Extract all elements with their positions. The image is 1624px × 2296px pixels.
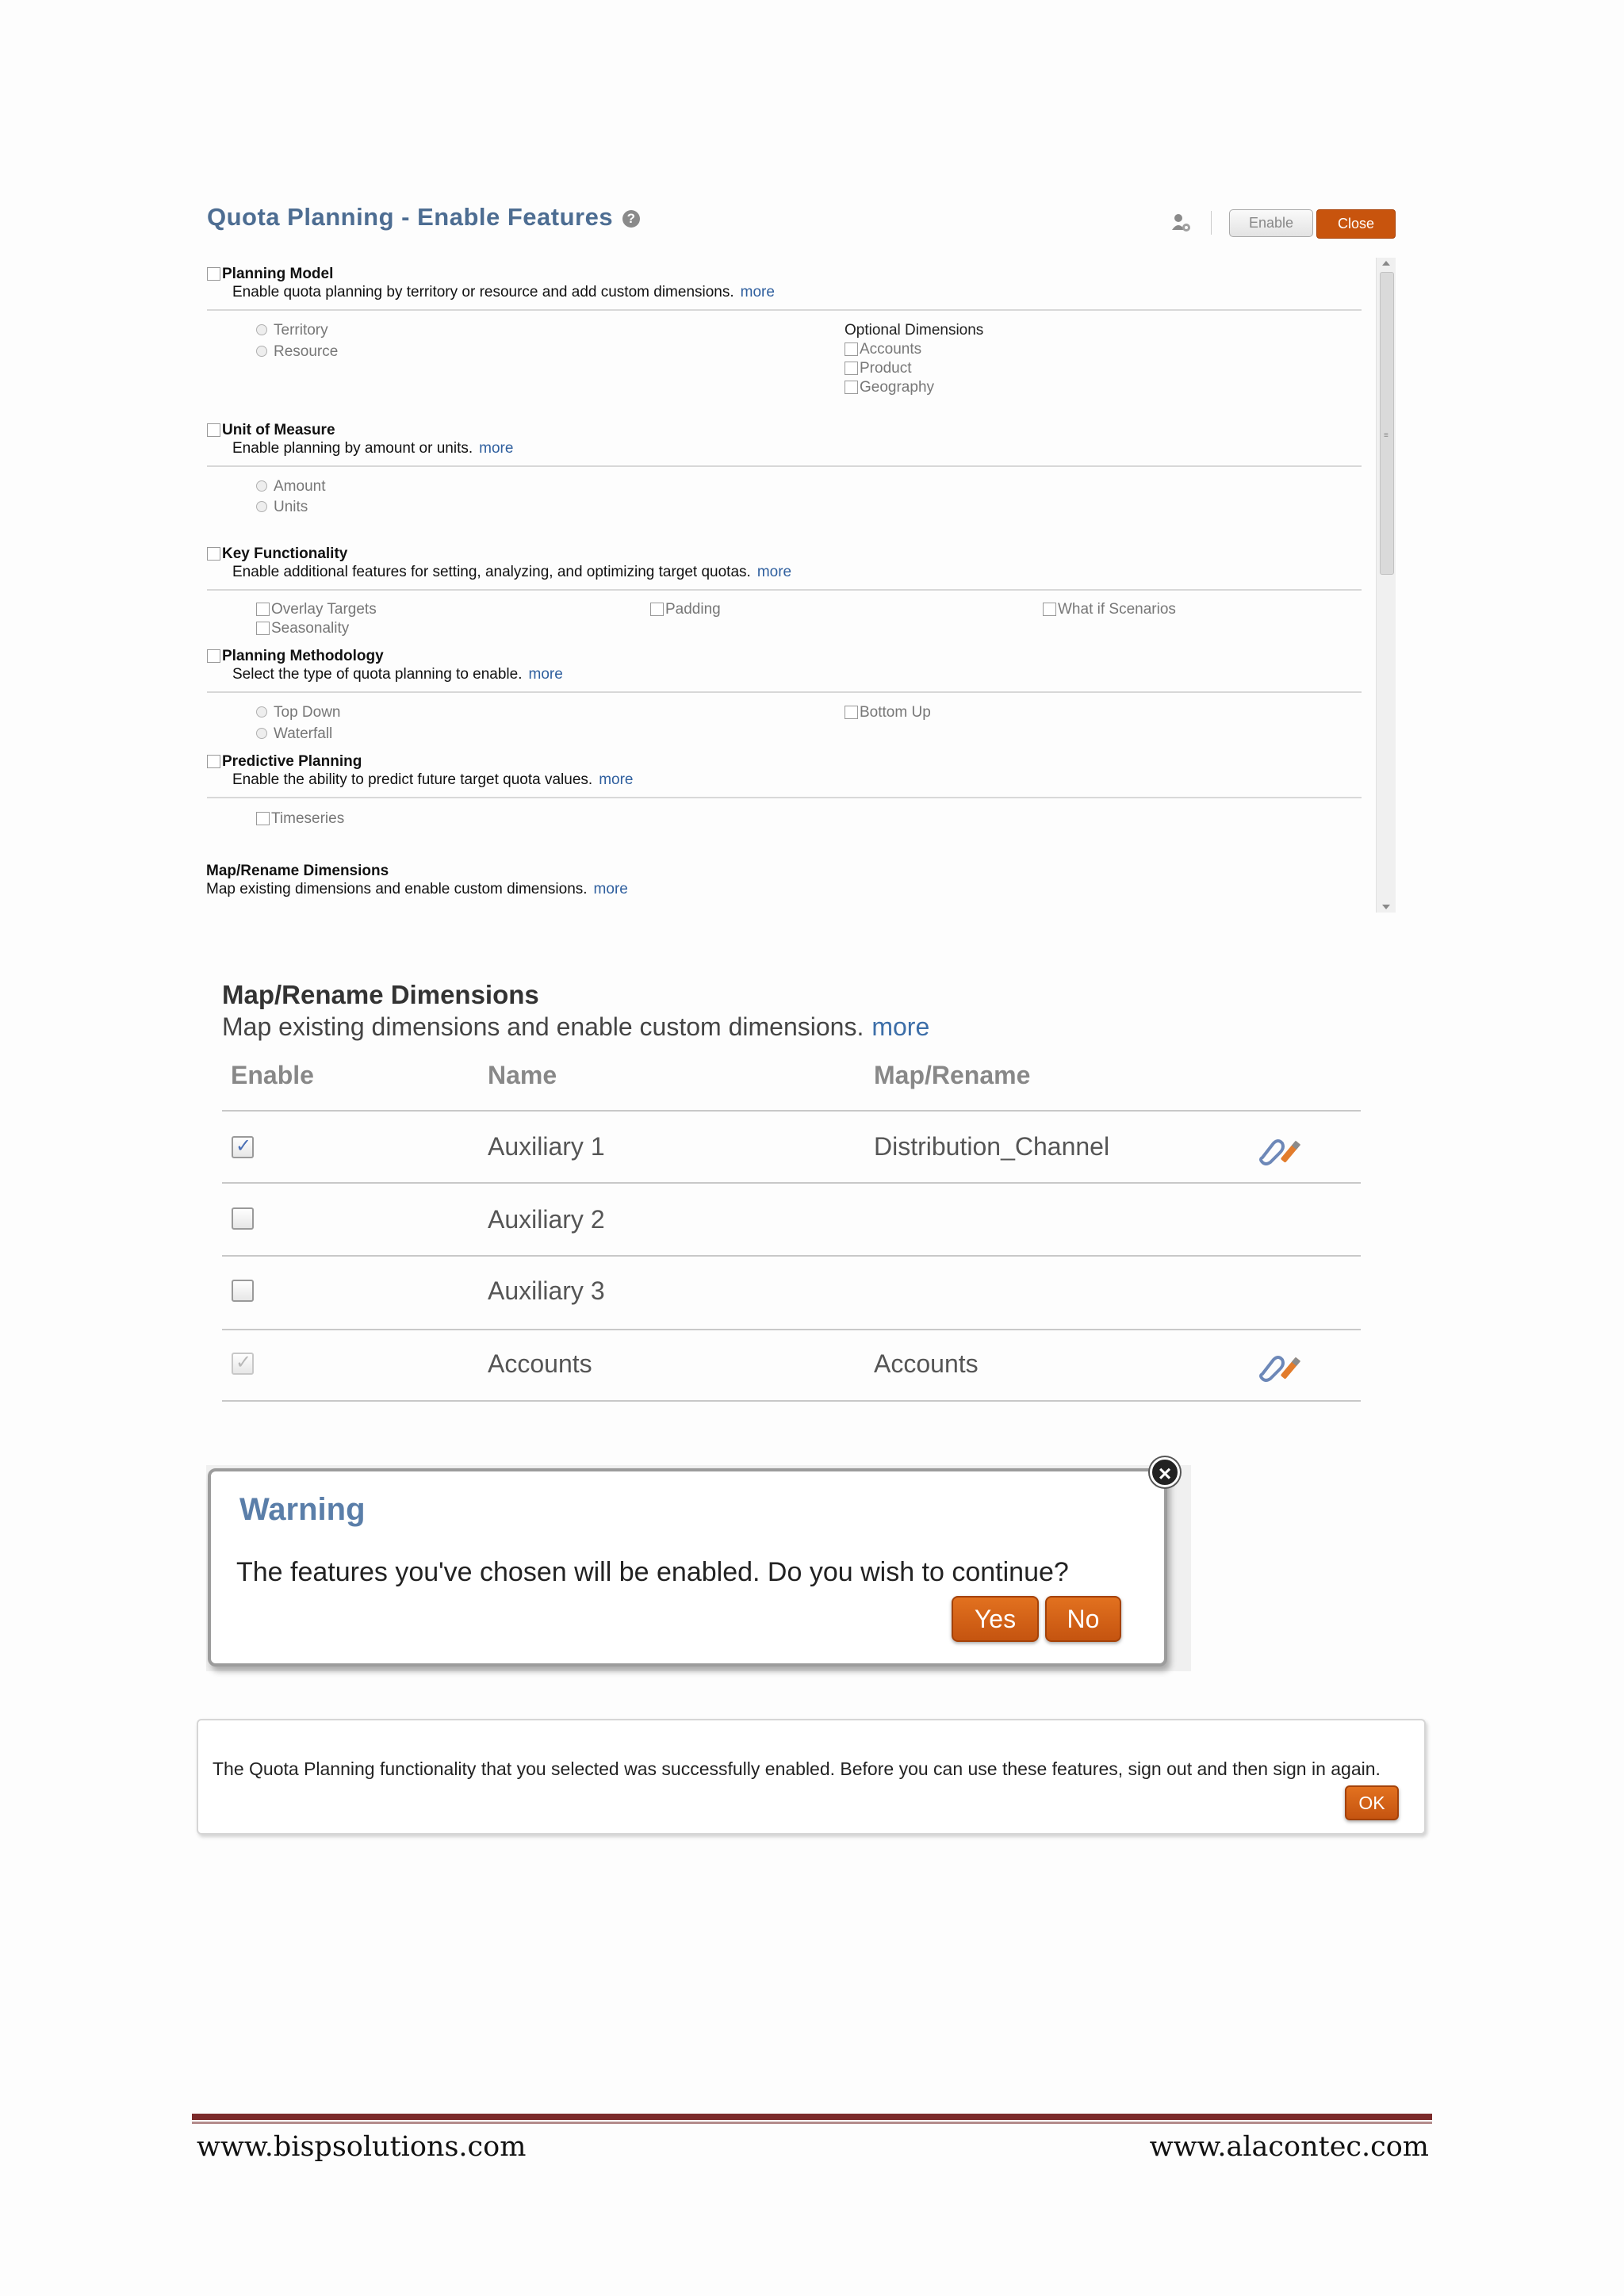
map-rename-edit-icon[interactable]: [1256, 1350, 1312, 1382]
yes-button[interactable]: Yes: [952, 1596, 1039, 1642]
scroll-down-arrow-icon[interactable]: [1382, 905, 1390, 909]
radio-button[interactable]: [256, 346, 267, 357]
header-divider: [222, 1110, 1361, 1112]
row-divider: [222, 1329, 1361, 1330]
option-label: Territory: [274, 322, 328, 339]
more-link[interactable]: more: [740, 284, 775, 300]
checkbox[interactable]: [845, 362, 858, 375]
close-icon[interactable]: ×: [1150, 1457, 1180, 1487]
warning-title: Warning: [239, 1492, 366, 1527]
section-heading: Unit of Measure: [222, 422, 335, 438]
more-link[interactable]: more: [871, 1012, 930, 1041]
option-label: Units: [274, 499, 308, 515]
more-link[interactable]: more: [479, 440, 514, 457]
checkbox[interactable]: [650, 603, 664, 616]
section-heading: Planning Methodology: [222, 648, 384, 664]
row-enable-checkbox[interactable]: [232, 1136, 254, 1158]
option-label: Top Down: [274, 704, 341, 721]
row-enable-checkbox[interactable]: [232, 1280, 254, 1302]
option-label: Waterfall: [274, 725, 333, 742]
key-functionality-checkbox[interactable]: [207, 547, 220, 561]
scrollbar-thumb[interactable]: [1380, 272, 1394, 575]
checkbox-product[interactable]: [845, 360, 911, 377]
section-heading: Key Functionality: [222, 545, 348, 562]
map-rename-edit-icon[interactable]: [1256, 1134, 1312, 1165]
footer-right-url: www.alacontec.com: [1149, 2131, 1429, 2163]
row-name: Auxiliary 2: [488, 1205, 605, 1234]
radio-button[interactable]: [256, 728, 267, 739]
option-label: Accounts: [860, 341, 922, 358]
planning-methodology-checkbox[interactable]: [207, 649, 220, 663]
section-description: [232, 666, 563, 683]
row-enable-checkbox: [232, 1353, 254, 1375]
map-rename-title: Map/Rename Dimensions: [222, 980, 539, 1009]
checkbox[interactable]: [256, 812, 270, 825]
divider: [207, 309, 1362, 311]
predictive-planning-checkbox[interactable]: [207, 755, 220, 768]
option-label: What if Scenarios: [1058, 601, 1176, 618]
section-heading: Predictive Planning: [222, 753, 362, 770]
checkbox[interactable]: [845, 706, 858, 719]
section-unit-of-measure[interactable]: [207, 422, 335, 439]
more-link[interactable]: more: [593, 881, 628, 897]
row-enable-checkbox[interactable]: [232, 1207, 254, 1230]
row-divider: [222, 1255, 1361, 1257]
divider: [207, 797, 1362, 798]
map-rename-description: [222, 1012, 929, 1042]
checkbox[interactable]: [845, 381, 858, 394]
section-description: [232, 440, 513, 457]
option-label: Seasonality: [271, 620, 350, 637]
page-title-text: Quota Planning - Enable Features: [207, 203, 614, 231]
checkbox-geography[interactable]: [845, 379, 934, 396]
more-link[interactable]: more: [528, 666, 563, 683]
option-label: Amount: [274, 478, 326, 495]
description-text: Enable the ability to predict future target quota values.: [232, 771, 593, 788]
enable-button[interactable]: Enable: [1229, 209, 1313, 237]
option-label: Padding: [665, 601, 721, 618]
optional-dimensions-heading: Optional Dimensions: [845, 322, 984, 339]
more-link[interactable]: more: [599, 771, 634, 788]
footer-divider: [192, 2114, 1432, 2120]
warning-message: The features you've chosen will be enabled. Do you wish to continue?: [236, 1557, 1069, 1587]
option-label: Geography: [860, 379, 935, 396]
checkbox[interactable]: [256, 622, 270, 635]
close-button[interactable]: Close: [1316, 209, 1396, 239]
checkbox-timeseries[interactable]: [256, 810, 344, 828]
section-key-functionality[interactable]: [207, 545, 347, 563]
section-predictive-planning[interactable]: [207, 753, 362, 771]
checkbox-seasonality[interactable]: [256, 620, 349, 637]
section-planning-methodology[interactable]: [207, 648, 384, 665]
option-label: Resource: [274, 343, 339, 360]
section-description: [232, 771, 633, 789]
success-message: The Quota Planning functionality that you selected was successfully enabled. Before you can use these features, sign out and then sign in again.: [213, 1758, 1381, 1779]
scroll-grip-icon: ≡: [1384, 431, 1388, 440]
radio-resource[interactable]: [256, 343, 338, 361]
section-map-rename: Map/Rename Dimensions: [206, 863, 389, 879]
no-button[interactable]: No: [1045, 1596, 1121, 1642]
divider: [207, 691, 1362, 693]
scroll-up-arrow-icon[interactable]: [1382, 261, 1390, 266]
option-label: Timeseries: [271, 810, 345, 827]
description-text: Map existing dimensions and enable custom dimensions.: [222, 1012, 864, 1041]
row-name: Accounts: [488, 1349, 592, 1378]
radio-amount[interactable]: [256, 478, 325, 496]
description-text: Select the type of quota planning to enable.: [232, 666, 523, 683]
toolbar-divider: [1211, 211, 1212, 235]
option-label: Product: [860, 360, 912, 377]
radio-waterfall[interactable]: [256, 725, 332, 743]
radio-button[interactable]: [256, 501, 267, 512]
description-text: Enable additional features for setting, analyzing, and optimizing target quotas.: [232, 564, 751, 580]
row-name: Auxiliary 1: [488, 1132, 605, 1161]
section-description: [206, 881, 628, 898]
unit-of-measure-checkbox[interactable]: [207, 423, 220, 437]
divider: [207, 465, 1362, 467]
radio-button[interactable]: [256, 480, 267, 492]
footer-divider-accent: [192, 2122, 1432, 2124]
checkbox-bottom-up[interactable]: [845, 704, 931, 721]
radio-top-down[interactable]: [256, 704, 341, 721]
ok-button[interactable]: OK: [1345, 1785, 1399, 1820]
checkbox-overlay-targets[interactable]: [256, 601, 377, 618]
help-icon[interactable]: ?: [622, 210, 640, 228]
footer-left-url: www.bispsolutions.com: [197, 2131, 527, 2163]
row-name: Auxiliary 3: [488, 1276, 605, 1305]
row-divider: [222, 1400, 1361, 1402]
section-planning-model[interactable]: [207, 266, 333, 283]
planning-model-checkbox[interactable]: [207, 267, 220, 281]
row-divider: [222, 1182, 1361, 1184]
option-label: Overlay Targets: [271, 601, 377, 618]
row-map-value: Accounts: [874, 1349, 979, 1378]
radio-button[interactable]: [256, 324, 267, 335]
section-description: [232, 564, 791, 581]
page-title: [207, 203, 640, 232]
row-map-value: Distribution_Channel: [874, 1132, 1110, 1161]
more-link[interactable]: more: [756, 564, 792, 580]
column-header-map-rename: Map/Rename: [874, 1061, 1031, 1089]
description-text: Enable quota planning by territory or resource and add custom dimensions.: [232, 284, 734, 300]
radio-units[interactable]: [256, 499, 308, 516]
checkbox-what-if-scenarios[interactable]: [1043, 601, 1176, 618]
column-header-name: Name: [488, 1061, 557, 1089]
checkbox[interactable]: [256, 603, 270, 616]
option-label: Bottom Up: [860, 704, 931, 721]
checkbox[interactable]: [845, 342, 858, 356]
vertical-scrollbar[interactable]: [1376, 258, 1396, 913]
description-text: Map existing dimensions and enable custom dimensions.: [206, 881, 588, 897]
enable-features-panel: [202, 190, 1400, 920]
checkbox-padding[interactable]: [650, 601, 721, 618]
section-heading: Planning Model: [222, 266, 334, 282]
checkbox[interactable]: [1043, 603, 1056, 616]
user-settings-icon[interactable]: [1171, 212, 1192, 239]
column-header-enable: Enable: [231, 1061, 314, 1089]
checkbox-accounts[interactable]: [845, 341, 921, 358]
divider: [207, 589, 1362, 591]
section-description: [232, 284, 775, 301]
description-text: Enable planning by amount or units.: [232, 440, 473, 457]
radio-territory[interactable]: [256, 322, 328, 339]
radio-button[interactable]: [256, 706, 267, 718]
